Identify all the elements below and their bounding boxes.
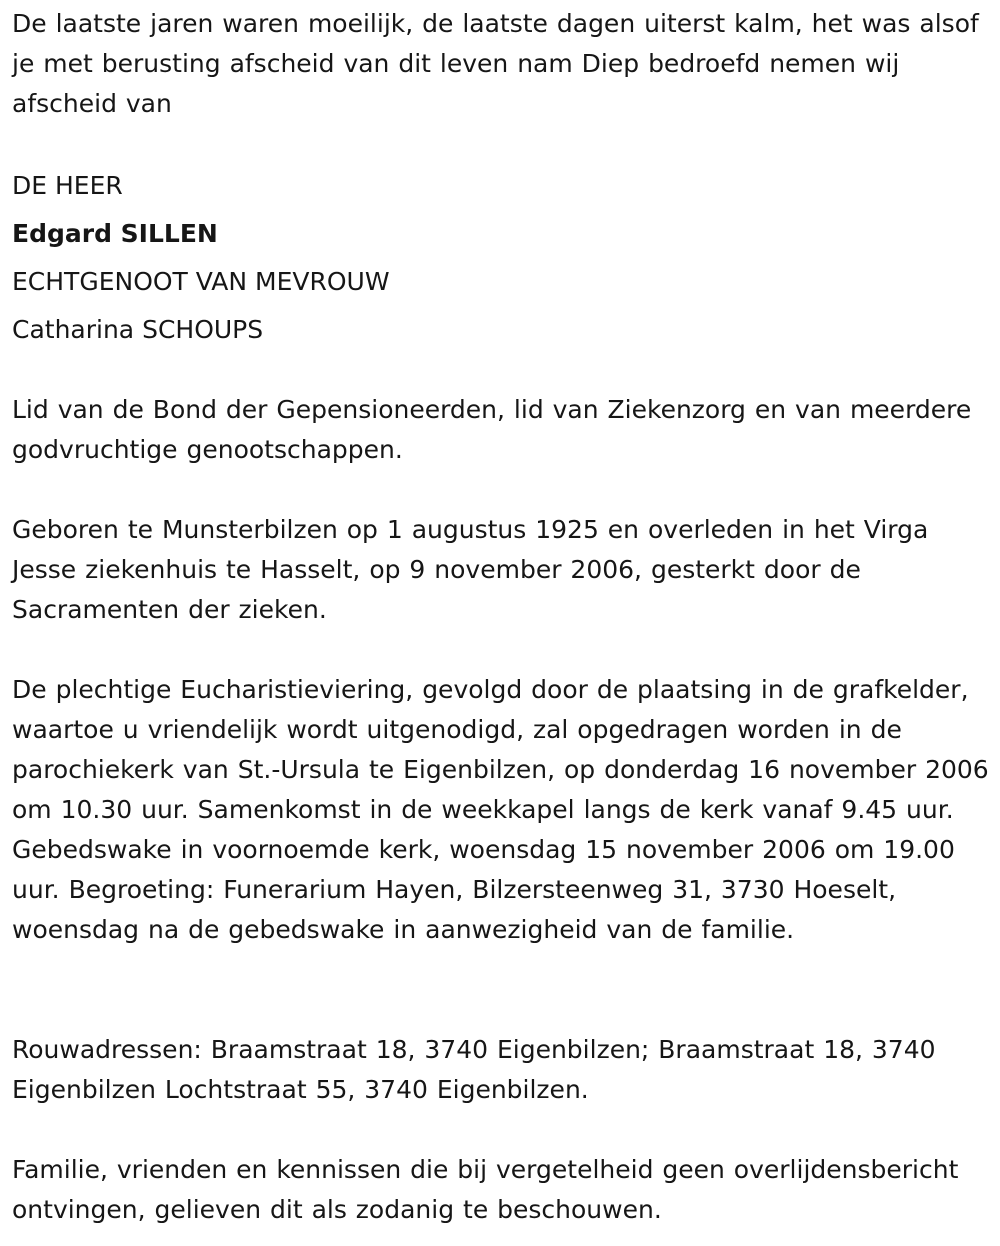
- memberships-paragraph: Lid van de Bond der Gepensioneerden, lid van Ziekenzorg en van meerdere godvruchtige genootschappen.: [12, 395, 972, 464]
- closing-paragraph: Familie, vrienden en kennissen die bij vergetelheid geen overlijdensbericht ontvingen, gelieven dit als zodanig te beschouwen.: [12, 1155, 959, 1224]
- title-line: DE HEER: [12, 171, 123, 200]
- birth-death-paragraph: Geboren te Munsterbilzen op 1 augustus 1925 en overleden in het Virga Jesse ziekenhuis te Hasselt, op 9 november 2006, gesterkt door de Sacramenten der zieken.: [12, 515, 929, 624]
- spouse-name: Catharina SCHOUPS: [12, 315, 264, 344]
- spouse-label: ECHTGENOOT VAN MEVROUW: [12, 267, 390, 296]
- service-paragraph: De plechtige Eucharistieviering, gevolgd door de plaatsing in de grafkelder, waartoe u vriendelijk wordt uitgenodigd, zal opgedragen worden in de parochiekerk van St.-Ursula te Eigenbilzen, op donderdag 16 november 2006 om 10.30 uur. Samenkomst in de weekkapel langs de kerk vanaf 9.45 uur. Gebedswake in voornoemde kerk, woensdag 15 november 2006 om 19.00 uur. Begroeting: Funerarium Hayen, Bilzersteenweg 31, 3730 Hoeselt, woensdag na de gebedswake in aanwezigheid van de familie.: [12, 675, 989, 944]
- intro-paragraph: De laatste jaren waren moeilijk, de laatste dagen uiterst kalm, het was alsof je met berusting afscheid van dit leven nam Diep bedroefd nemen wij afscheid van: [12, 9, 979, 118]
- addresses-paragraph: Rouwadressen: Braamstraat 18, 3740 Eigenbilzen; Braamstraat 18, 3740 Eigenbilzen Lochtstraat 55, 3740 Eigenbilzen.: [12, 1035, 936, 1104]
- deceased-name: Edgard SILLEN: [12, 219, 218, 248]
